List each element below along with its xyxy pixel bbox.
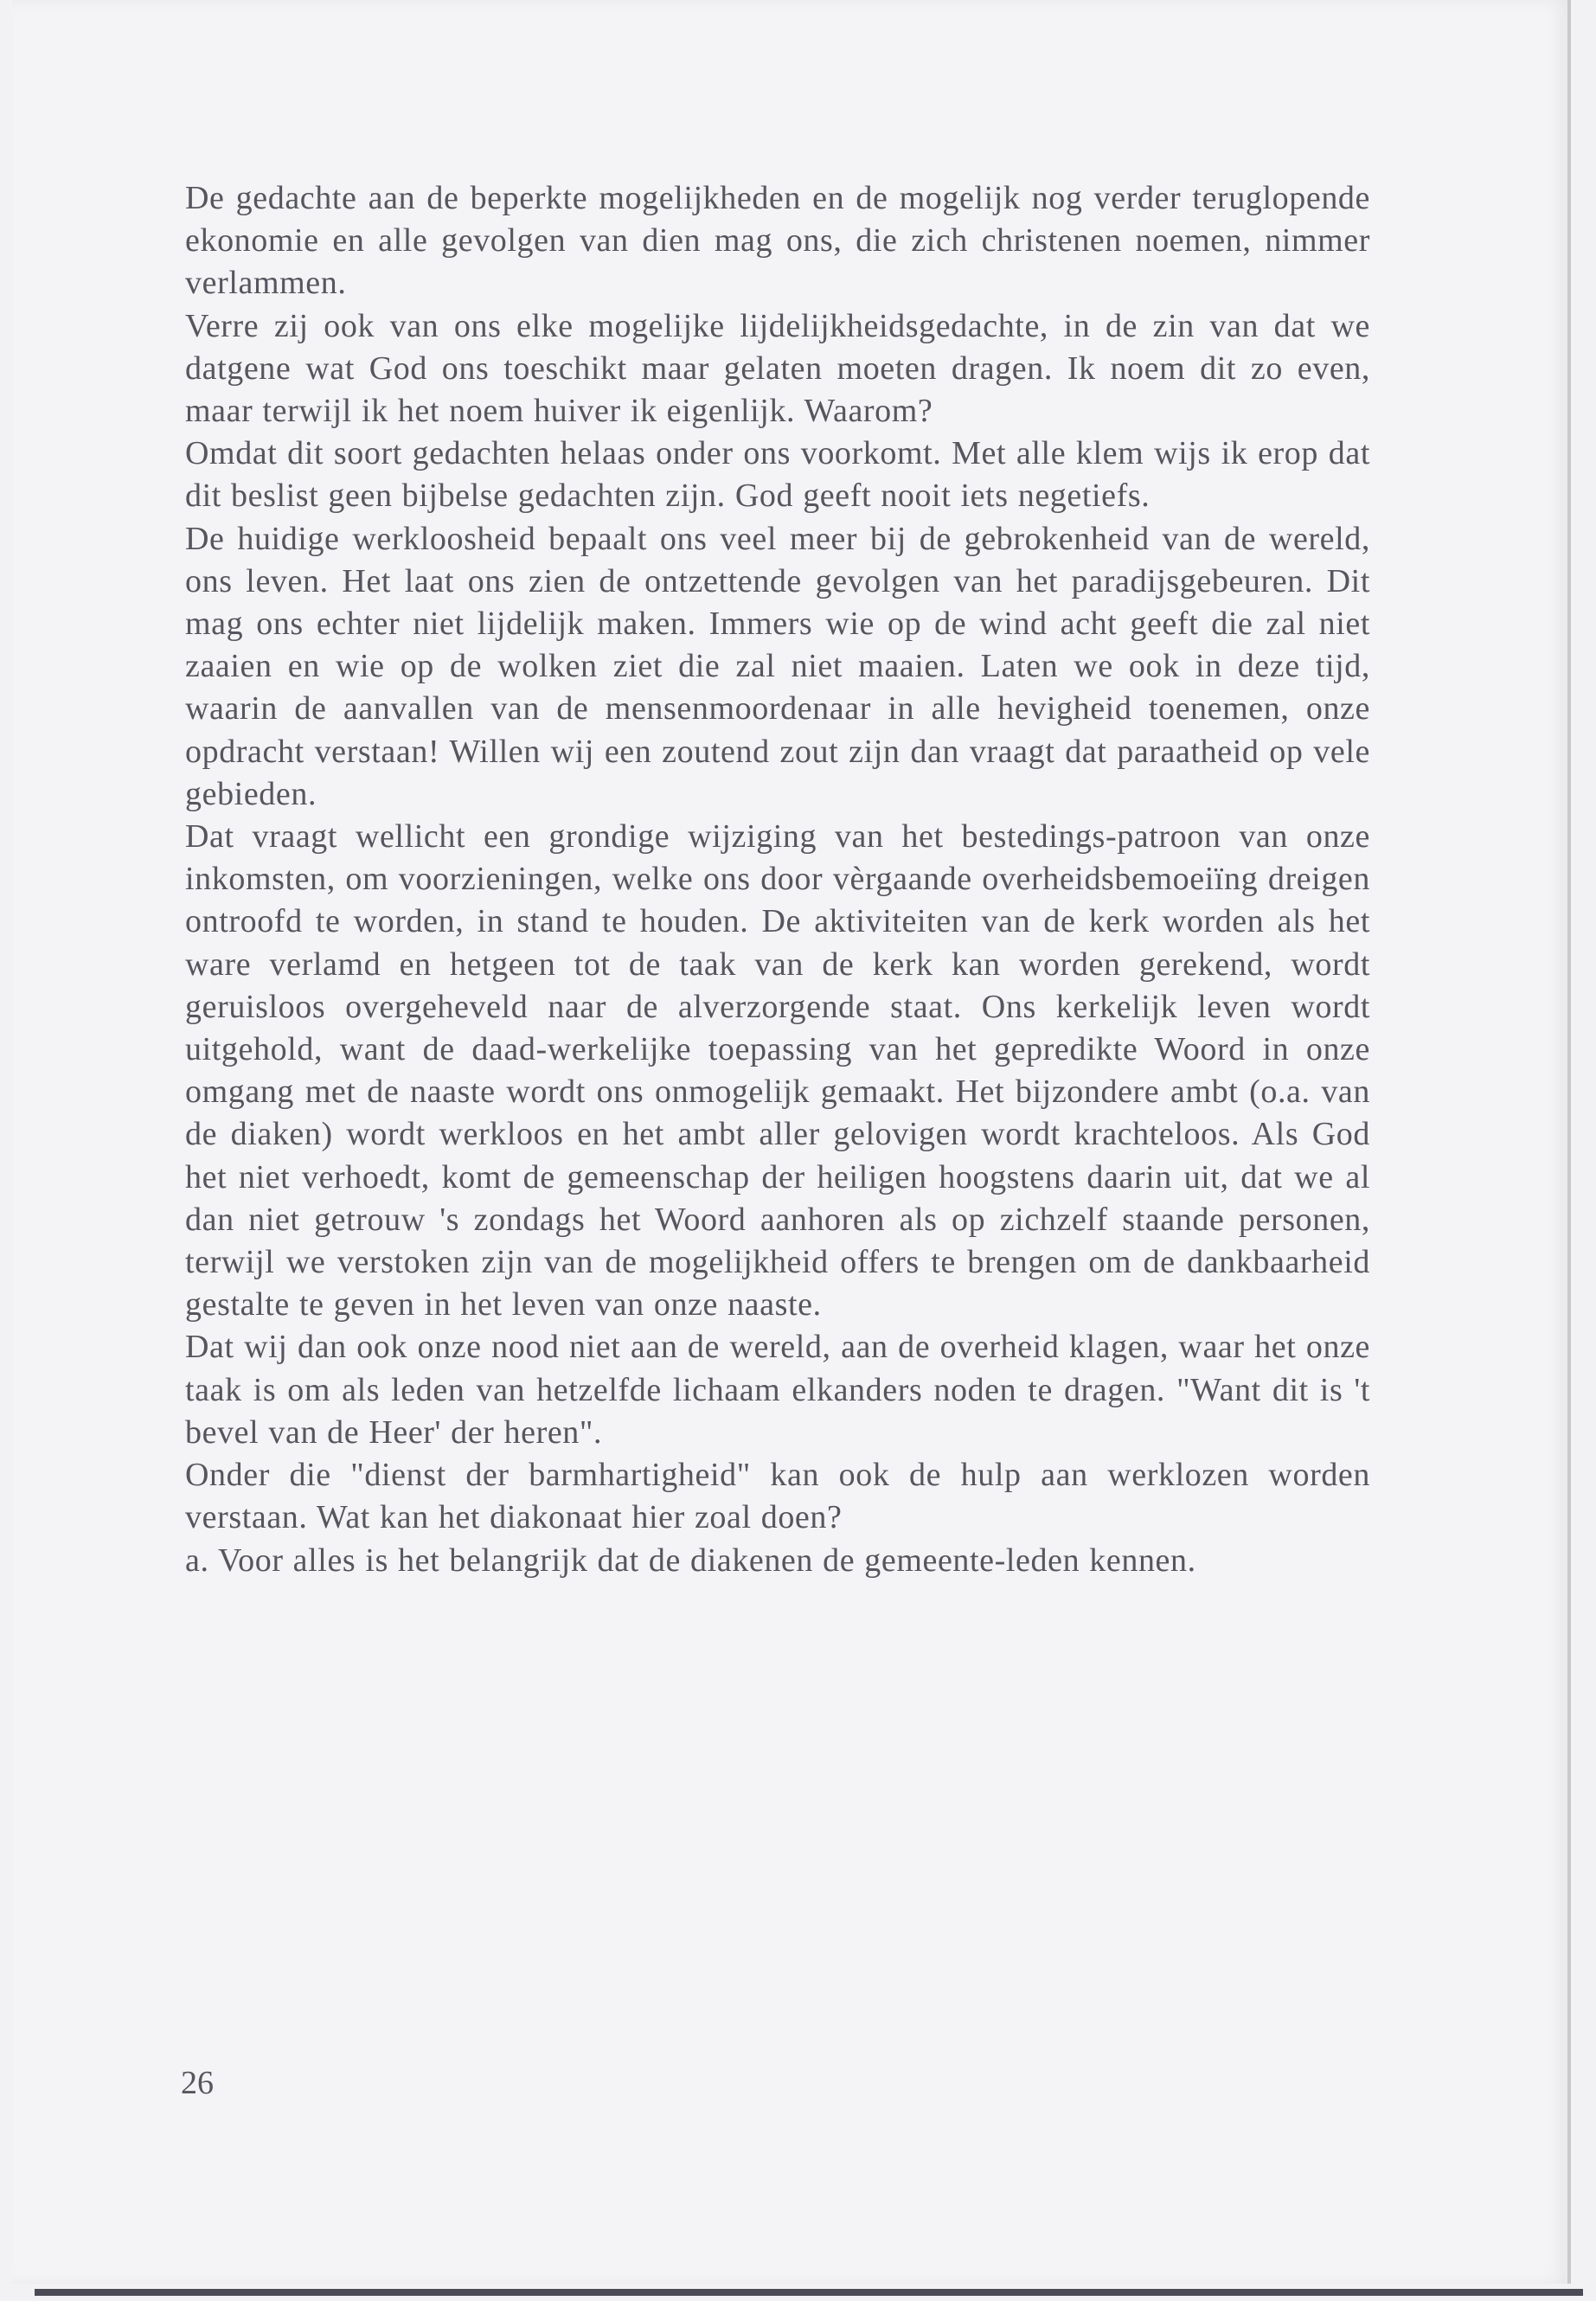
paragraph-1: De gedachte aan de beperkte mogelijkheden en de mogelijk nog verder teruglopende ekonomie en alle gevolgen van dien mag ons, die zich christenen noemen, nimmer verlammen. <box>185 180 1370 302</box>
paragraph-2: Verre zij ook van ons elke mogelijke lijdelijkheidsgedachte, in de zin van dat we datgene wat God ons toeschikt maar gelaten moeten dragen. Ik noem dit zo even, maar terwijl ik het noem huiver ik eigenlijk. Waarom? <box>185 307 1370 430</box>
paragraph-4: De huidige werkloosheid bepaalt ons veel meer bij de gebrokenheid van de wereld, ons leven. Het laat ons zien de ontzettende gevolgen van het paradijsgebeuren. Dit mag ons echter niet lijdelijk maken. Immers wie op de wind acht geeft die zal niet zaaien en wie op de wolken ziet die zal niet maaien. Laten we ook in deze tijd, waarin de aanvallen van de mensenmoordenaar in alle hevigheid toenemen, onze opdracht verstaan! Willen wij een zoutend zout zijn dan vraagt dat paraatheid op vele gebieden. <box>185 520 1370 812</box>
paragraph-5: Dat vraagt wellicht een grondige wijziging van het bestedings-patroon van onze inkomsten, om voorzieningen, welke ons door vèrgaande overheidsbemoeiïng dreigen ontroofd te worden, in stand te houden. De aktiviteiten van de kerk worden als het ware verlamd en hetgeen tot de taak van de kerk kan worden gerekend, wordt geruisloos overgeheveld naar de alverzorgende staat. Ons kerkelijk leven wordt uitgehold, want de daad-werkelijke toepassing van het gepredikte Woord in onze omgang met de naaste wordt ons onmogelijk gemaakt. Het bijzondere ambt (o.a. van de diaken) wordt werkloos en het ambt aller gelovigen wordt krachteloos. Als God het niet verhoedt, komt de gemeenschap der heiligen hoogstens daarin uit, dat we al dan niet getrouw 's zondags het Woord aanhoren als op zichzelf staande personen, terwijl we verstoken zijn van de mogelijkheid offers te brengen om de dankbaarheid gestalte te geven in het leven van onze naaste. <box>185 818 1370 1324</box>
body-text <box>185 177 1370 1582</box>
paragraph-6: Dat wij dan ook onze nood niet aan de wereld, aan de overheid klagen, waar het onze taak is om als leden van hetzelfde lichaam elkanders noden te dragen. "Want dit is 't bevel van de Heer' der heren". <box>185 1329 1370 1451</box>
page-number: 26 <box>181 2065 214 2101</box>
paragraph-3: Omdat dit soort gedachten helaas onder ons voorkomt. Met alle klem wijs ik erop dat dit beslist geen bijbelse gedachten zijn. God geeft nooit iets negetiefs. <box>185 435 1370 515</box>
list-item-a: a. Voor alles is het belangrijk dat de diakenen de gemeente-leden kennen. <box>185 1541 1196 1579</box>
page-bottom-edge <box>35 2289 1583 2296</box>
paragraph-7: Onder die "dienst der barmhartigheid" kan ook de hulp aan werklozen worden verstaan. Wat kan het diakonaat hier zoal doen? <box>185 1457 1370 1536</box>
paper-sheet <box>12 0 1571 2284</box>
